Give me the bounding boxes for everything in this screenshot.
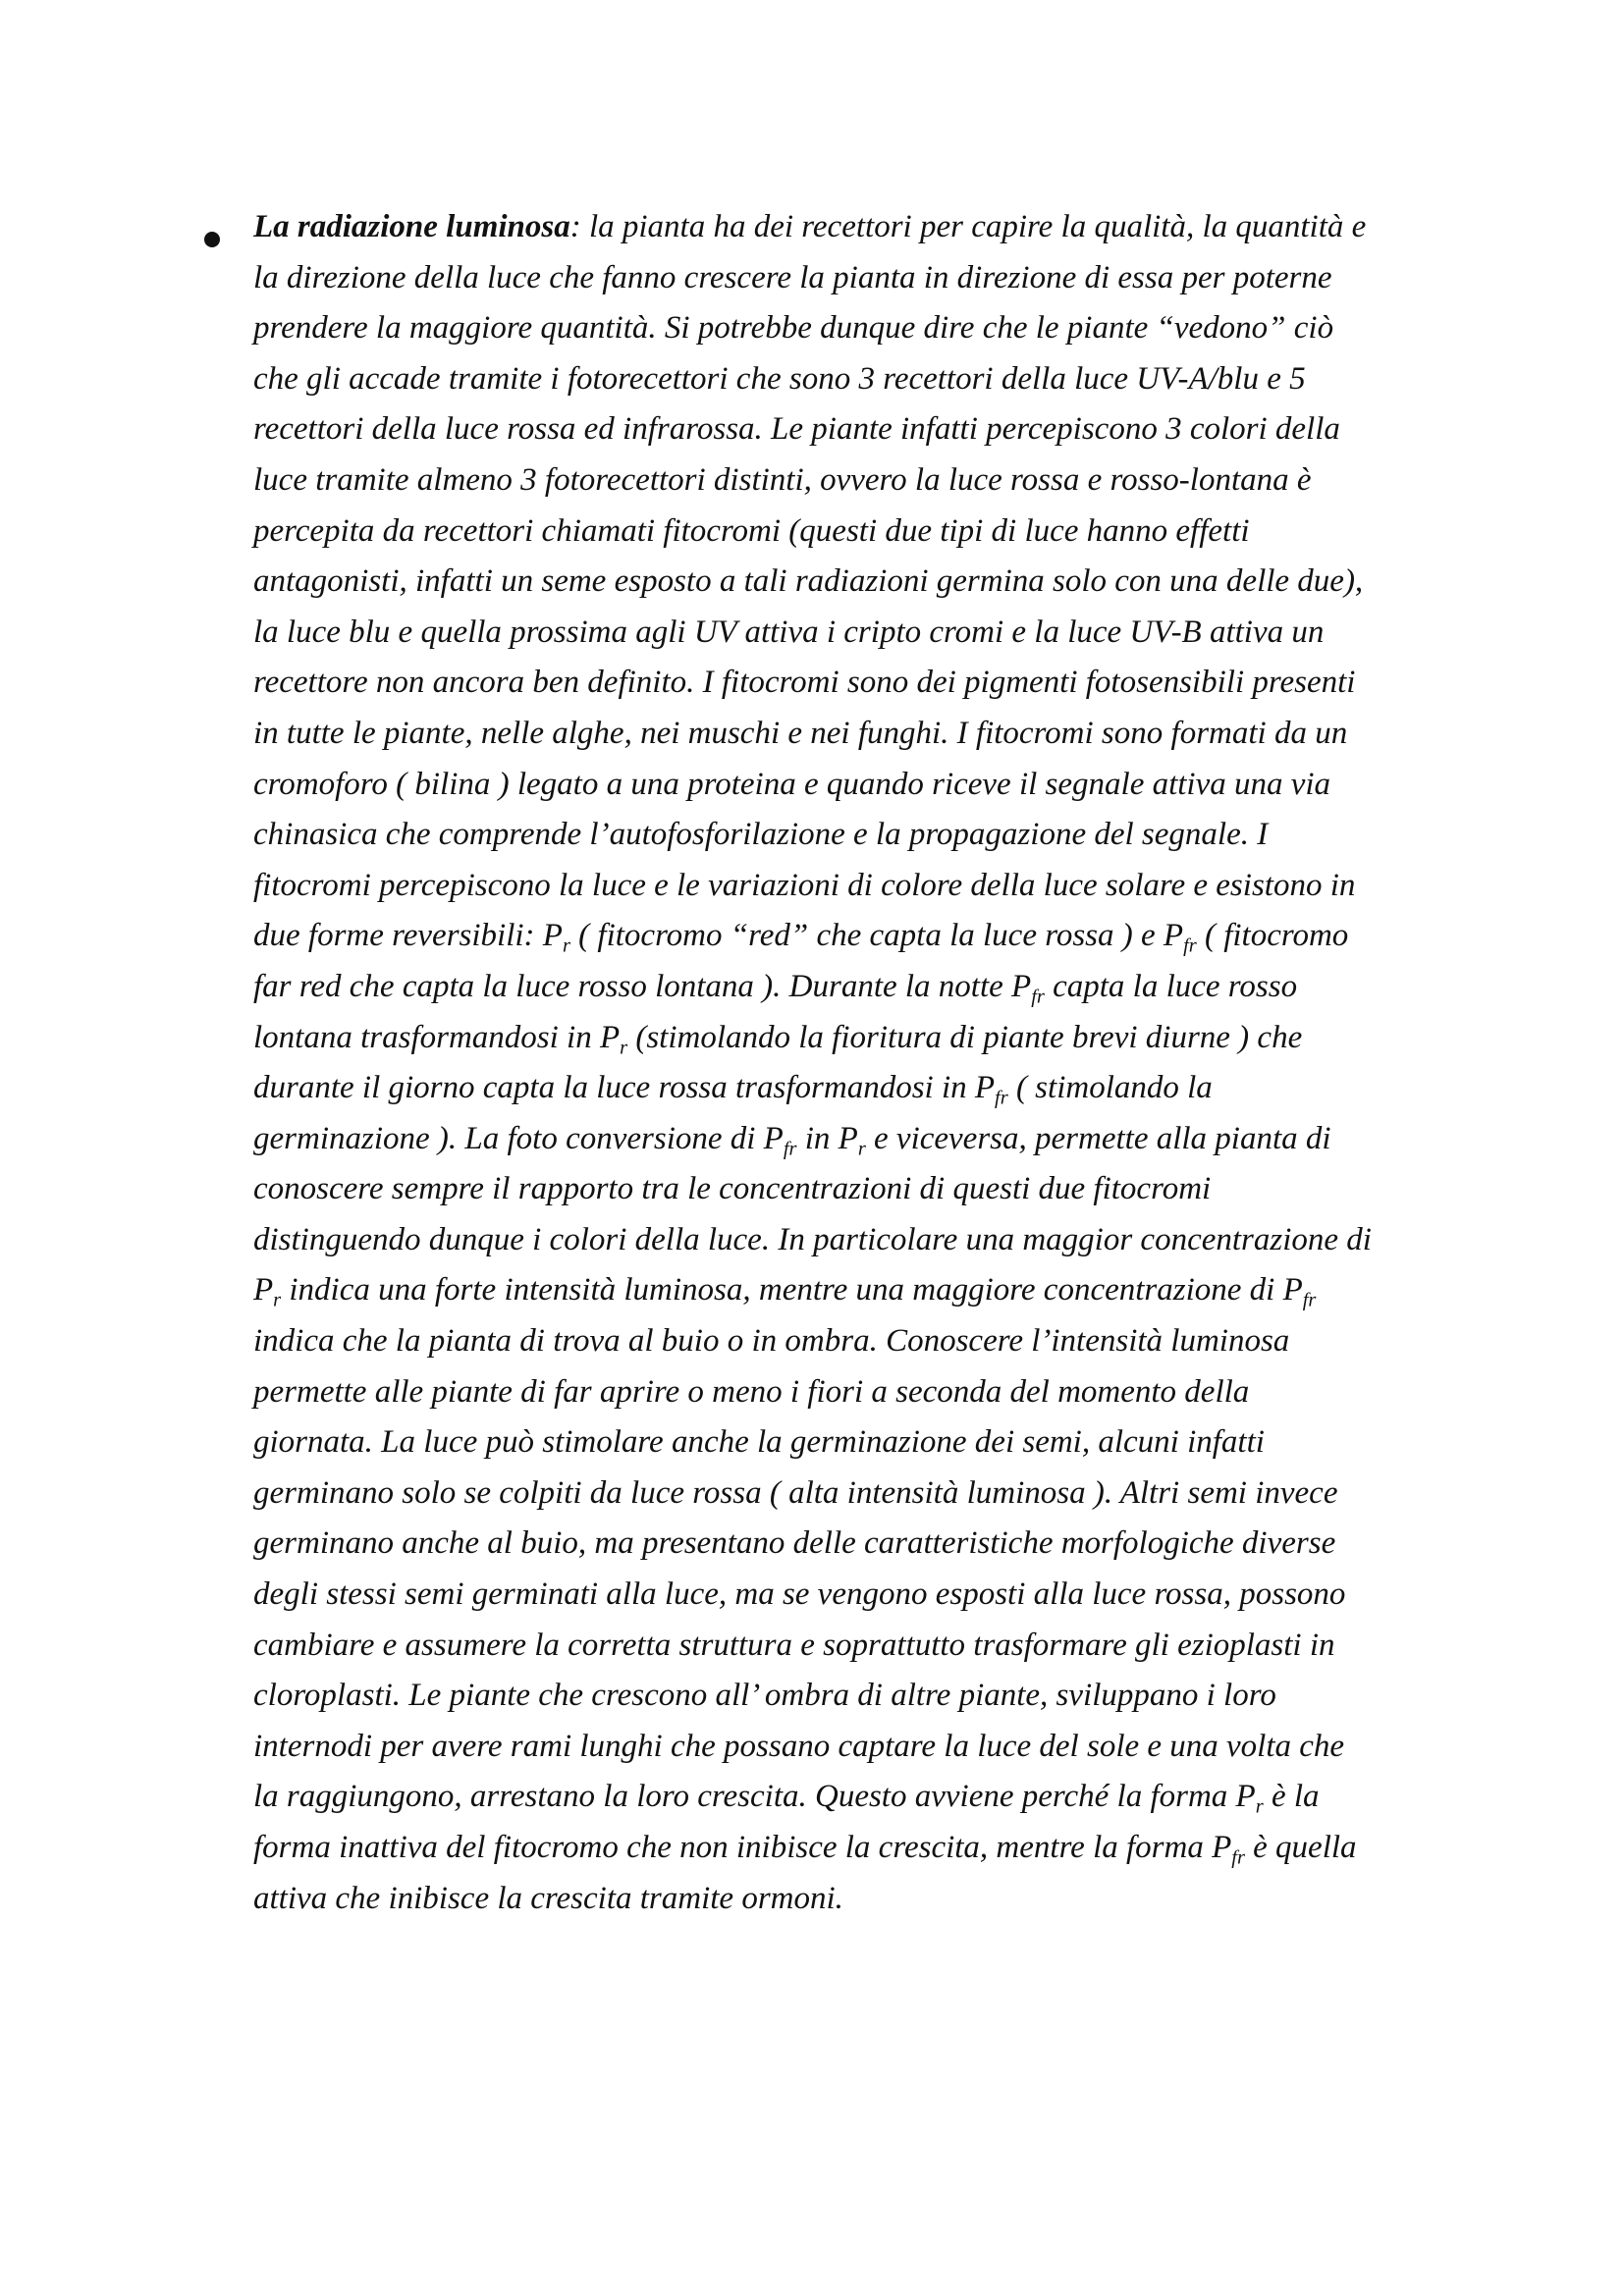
text-run: è quella bbox=[1244, 1830, 1357, 1865]
text-run: recettori della luce rossa ed infrarossa. Le piante infatti percepiscono 3 colori della bbox=[253, 411, 1340, 448]
text-line bbox=[253, 1621, 1496, 1672]
text-run: antagonisti, infatti un seme esposto a tali radiazioni germina solo con una delle due), bbox=[253, 563, 1364, 600]
subscript: fr bbox=[995, 1087, 1008, 1109]
text-run: germinazione ). La foto conversione di P bbox=[253, 1120, 784, 1156]
text-run: chinasica che comprende l’autofosforilazione e la propagazione del segnale. I bbox=[253, 817, 1269, 853]
text-line bbox=[253, 911, 1496, 962]
text-line bbox=[253, 608, 1496, 659]
text-line bbox=[253, 1519, 1496, 1570]
text-run: conoscere sempre il rapporto tra le concentrazioni di questi due fitocromi bbox=[253, 1171, 1212, 1207]
text-run: lontana trasformandosi in P bbox=[253, 1019, 621, 1055]
text-run: permette alle piante di far aprire o meno i fiori a seconda del momento della bbox=[253, 1373, 1250, 1410]
text-line bbox=[253, 1772, 1496, 1823]
subscript: fr bbox=[1031, 986, 1045, 1008]
text-line bbox=[253, 455, 1496, 507]
subscript: r bbox=[562, 934, 570, 957]
text-run: ( stimolando la bbox=[1007, 1070, 1213, 1106]
bullet-icon bbox=[204, 232, 220, 247]
text-run: ( fitocromo “red” che capta la luce rossa ) e P bbox=[569, 918, 1184, 954]
text-run: indica una forte intensità luminosa, mentre una maggiore concentrazione di P bbox=[281, 1272, 1303, 1308]
text-line bbox=[253, 253, 1496, 304]
text-run: (stimolando la fioritura di piante brevi diurne ) che bbox=[627, 1019, 1303, 1055]
text-line bbox=[253, 861, 1496, 912]
text-run: fitocromi percepiscono la luce e le variazioni di colore della luce solare e esistono in bbox=[253, 867, 1356, 903]
text-run: in P bbox=[796, 1120, 858, 1156]
text-run: capta la luce rosso bbox=[1044, 968, 1298, 1004]
text-line bbox=[253, 404, 1496, 455]
text-run: e viceversa, permette alla pianta di bbox=[865, 1120, 1331, 1156]
text-line bbox=[253, 658, 1496, 709]
text-run: cloroplasti. Le piante che crescono all’ ombra di altre piante, sviluppano i loro bbox=[253, 1678, 1276, 1714]
text-line bbox=[253, 1114, 1496, 1165]
text-line bbox=[253, 810, 1496, 861]
text-run: distinguendo dunque i colori della luce. In particolare una maggior concentrazione di bbox=[253, 1221, 1372, 1257]
text-run: attiva che inibisce la crescita tramite ormoni. bbox=[253, 1880, 843, 1916]
text-run: prendere la maggiore quantità. Si potrebbe dunque dire che le piante “vedono” ciò bbox=[253, 310, 1334, 347]
text-run: percepita da recettori chiamati fitocromi (questi due tipi di luce hanno effetti bbox=[253, 512, 1250, 549]
text-run: recettore non ancora ben definito. I fitocromi sono dei pigmenti fotosensibili presenti bbox=[253, 665, 1356, 701]
text-line bbox=[253, 760, 1496, 811]
text-run: luce tramite almeno 3 fotorecettori distinti, ovvero la luce rossa e rosso-lontana è bbox=[253, 461, 1312, 498]
text-run: la luce blu e quella prossima agli UV attiva i cripto cromi e la luce UV-B attiva un bbox=[253, 614, 1325, 650]
text-line bbox=[253, 354, 1496, 405]
text-line bbox=[253, 1417, 1496, 1468]
text-line bbox=[253, 303, 1496, 354]
text-line bbox=[253, 1722, 1496, 1773]
text-run: è la bbox=[1263, 1779, 1320, 1815]
subscript: fr bbox=[1183, 934, 1197, 957]
subscript: fr bbox=[783, 1138, 797, 1160]
text-line bbox=[253, 1215, 1496, 1266]
paragraph-text bbox=[253, 202, 1496, 1924]
text-line bbox=[253, 202, 1496, 253]
text-run: internodi per avere rami lunghi che possano captare la luce del sole e una volta che bbox=[253, 1728, 1345, 1764]
bullet-lead-title: La radiazione luminosa bbox=[253, 209, 570, 244]
text-run: : la pianta ha dei recettori per capire la qualità, la quantità e bbox=[569, 209, 1367, 244]
text-run: cromoforo ( bilina ) legato a una proteina e quando riceve il segnale attiva una via bbox=[253, 766, 1331, 802]
text-run: indica che la pianta di trova al buio o in ombra. Conoscere l’intensità luminosa bbox=[253, 1323, 1290, 1360]
subscript: r bbox=[857, 1138, 866, 1160]
text-line bbox=[253, 1823, 1496, 1874]
text-run: forma inattiva del fitocromo che non inibisce la crescita, mentre la forma P bbox=[253, 1830, 1232, 1865]
text-run: germinano anche al buio, ma presentano delle caratteristiche morfologiche diverse bbox=[253, 1525, 1336, 1562]
text-line bbox=[253, 1671, 1496, 1722]
text-run: durante il giorno capta la luce rossa trasformandosi in P bbox=[253, 1070, 996, 1106]
text-line bbox=[253, 1164, 1496, 1215]
text-line bbox=[253, 1570, 1496, 1621]
text-line bbox=[253, 709, 1496, 760]
text-run: in tutte le piante, nelle alghe, nei muschi e nei funghi. I fitocromi sono formati da un bbox=[253, 715, 1348, 751]
subscript: fr bbox=[1231, 1846, 1245, 1869]
text-run: P bbox=[253, 1272, 274, 1308]
text-run: due forme reversibili: P bbox=[253, 918, 563, 954]
text-line bbox=[253, 1063, 1496, 1114]
text-run: germinano solo se colpiti da luce rossa ( alta intensità luminosa ). Altri semi invece bbox=[253, 1474, 1338, 1511]
text-run: che gli accade tramite i fotorecettori che sono 3 recettori della luce UV-A/blu e 5 bbox=[253, 360, 1306, 397]
text-line bbox=[253, 1265, 1496, 1316]
text-run: la direzione della luce che fanno crescere la pianta in direzione di essa per poterne bbox=[253, 259, 1332, 295]
text-line bbox=[253, 1013, 1496, 1064]
text-run: far red che capta la luce rosso lontana ). Durante la notte P bbox=[253, 968, 1032, 1004]
text-run: giornata. La luce può stimolare anche la germinazione dei semi, alcuni infatti bbox=[253, 1424, 1265, 1461]
text-line bbox=[253, 1874, 1496, 1925]
subscript: r bbox=[1255, 1795, 1264, 1818]
text-line bbox=[253, 1468, 1496, 1520]
subscript: r bbox=[273, 1290, 282, 1312]
text-line bbox=[253, 1367, 1496, 1418]
text-line bbox=[253, 557, 1496, 608]
text-line bbox=[253, 962, 1496, 1013]
subscript: fr bbox=[1302, 1290, 1317, 1312]
text-line bbox=[253, 507, 1496, 558]
text-run: ( fitocromo bbox=[1196, 918, 1349, 954]
text-line bbox=[253, 1316, 1496, 1367]
text-run: degli stessi semi germinati alla luce, ma se vengono esposti alla luce rossa, possono bbox=[253, 1576, 1346, 1613]
text-run: la raggiungono, arrestano la loro crescita. Questo avviene perché la forma P bbox=[253, 1779, 1256, 1815]
subscript: r bbox=[620, 1037, 628, 1059]
text-run: cambiare e assumere la corretta struttura e soprattutto trasformare gli ezioplasti in bbox=[253, 1627, 1335, 1663]
